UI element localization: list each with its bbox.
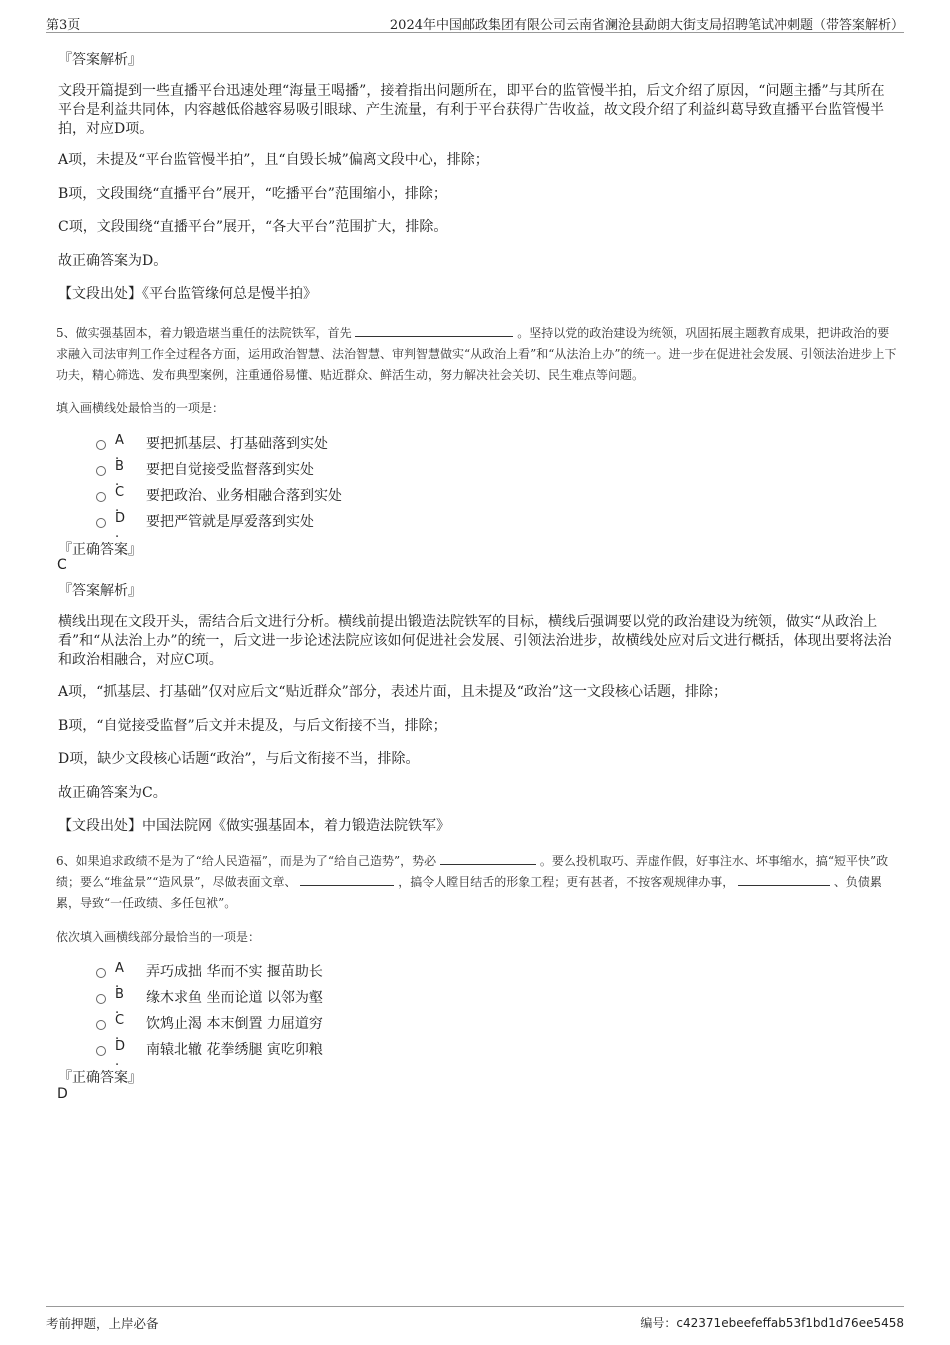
- q5-source: 【文段出处】中国法院网《做实强基固本，着力锻造法院铁军》: [58, 818, 450, 834]
- radio-icon[interactable]: [96, 518, 106, 528]
- q6-answer-blank-2: [300, 873, 394, 886]
- q6-answer-blank-1: [440, 852, 536, 865]
- radio-icon[interactable]: [96, 1046, 106, 1056]
- q6-stem-part-4: 、负债累累，导致“一任政绩、多任包袱”。: [56, 875, 882, 910]
- q5-correct-answer: C: [57, 557, 67, 573]
- option-text: 要把严管就是厚爱落到实处: [146, 514, 314, 530]
- q5-analysis-paragraph: 横线出现在文段开头，需结合后文进行分析。横线前提出锻造法院铁军的目标，横线后强调要以党的政治建设为统领，做实“从政治上看”和“从法治上办”的统一，后文进一步论述法院应该如何促进社会发展、引领法治进步，故横线处应对后文进行概括，体现出要将法治和政治相融合，对应C项。: [58, 614, 892, 668]
- option-letter: A .: [115, 433, 124, 463]
- q5-answer-blank: [355, 324, 513, 337]
- q5-stem-part-1: 5、做实强基固本，着力锻造堪当重任的法院铁军，首先: [56, 326, 352, 340]
- radio-icon[interactable]: [96, 1020, 106, 1030]
- q6-stem: [56, 851, 898, 914]
- option-text: 要把抓基层、打基础落到实处: [146, 436, 328, 452]
- q5-analysis-label: 『答案解析』: [58, 583, 142, 599]
- option-letter: D .: [115, 1039, 126, 1069]
- q6-stem-part-1: 6、如果追求政绩不是为了“给人民造福”，而是为了“给自己造势”，势必: [56, 854, 437, 868]
- q4-analysis-label: 『答案解析』: [58, 52, 142, 68]
- option-text: 弄巧成拙 华而不实 揠苗助长: [146, 964, 323, 980]
- option-letter: D .: [115, 511, 126, 541]
- q6-answer-blank-3: [738, 873, 830, 886]
- q5-stem-part-2: 。坚持以党的政治建设为统领，巩固拓展主题教育成果，把讲政治的要求融入司法审判工作全过程各方面，运用政治智慧、法治智慧、审判智慧做实“从政治上看”和“从法治上办”的统一。进一步在促进社会发展、引领法治进步上下功夫，精心筛选、发布典型案例，注重通俗易懂、贴近群众、鲜活生动，努力解决社会关切、民生难点等问题。: [56, 326, 897, 382]
- radio-icon[interactable]: [96, 492, 106, 502]
- radio-icon[interactable]: [96, 968, 106, 978]
- q4-conclusion: 故正确答案为D。: [58, 253, 168, 269]
- option-letter: C .: [115, 485, 125, 515]
- q5-correct-label: 『正确答案』: [58, 542, 142, 558]
- q6-instruction: 依次填入画横线部分最恰当的一项是：: [56, 930, 261, 944]
- q4-source: 【文段出处】《平台监管缘何总是慢半拍》: [58, 286, 317, 302]
- option-text: 缘木求鱼 坐而论道 以邻为壑: [146, 990, 323, 1006]
- q5-stem: [56, 323, 898, 386]
- q5-conclusion: 故正确答案为C。: [58, 785, 167, 801]
- page-number: 第3页: [46, 18, 81, 33]
- option-letter: A .: [115, 961, 124, 991]
- option-text: 南辕北辙 花拳绣腿 寅吃卯粮: [146, 1042, 323, 1058]
- q5-analysis-option-b: B项，“自觉接受监督”后文并未提及，与后文衔接不当，排除；: [58, 718, 447, 734]
- option-letter: C .: [115, 1013, 125, 1043]
- q4-analysis-option-b: B项，文段围绕“直播平台”展开，“吃播平台”范围缩小，排除；: [58, 186, 447, 202]
- document-code-label: 编号：: [640, 1316, 677, 1330]
- q5-analysis-option-d: D项，缺少文段核心话题“政治”，与后文衔接不当，排除。: [58, 751, 420, 767]
- q5-instruction: 填入画横线处最恰当的一项是：: [56, 401, 225, 415]
- option-text: 要把政治、业务相融合落到实处: [146, 488, 342, 504]
- q6-correct-label: 『正确答案』: [58, 1070, 142, 1086]
- q6-stem-part-3: ，搞令人瞠目结舌的形象工程；更有甚者，不按客观规律办事，: [398, 875, 735, 889]
- q5-analysis-option-a: A项，“抓基层、打基础”仅对应后文“贴近群众”部分，表述片面，且未提及“政治”这一文段核心话题，排除；: [58, 684, 728, 700]
- option-text: 要把自觉接受监督落到实处: [146, 462, 314, 478]
- document-code-value: c42371ebeefeffab53f1bd1d76ee5458: [676, 1316, 904, 1330]
- page-footer: [46, 1306, 904, 1333]
- q4-analysis-option-a: A项，未提及“平台监管慢半拍”，且“自毁长城”偏离文段中心，排除；: [58, 152, 489, 168]
- option-letter: B .: [115, 459, 124, 489]
- q4-analysis-paragraph: 文段开篇提到一些直播平台迅速处理“海量王喝播”，接着指出问题所在，即平台的监管慢半拍，后文介绍了原因，“问题主播”与其所在平台是利益共同体，内容越低俗越容易吸引眼球、产生流量，有利于平台获得广告收益，故文段介绍了利益纠葛导致直播平台监管慢半拍，对应D项。: [58, 83, 885, 137]
- document-title: 2024年中国邮政集团有限公司云南省澜沧县勐朗大街支局招聘笔试冲刺题（带答案解析）: [389, 18, 904, 33]
- radio-icon[interactable]: [96, 466, 106, 476]
- q6-stem-part-2: 。要么投机取巧、弄虚作假，好事注水、坏事缩水，搞“短平快”政绩；要么“堆盆景”“造风景”，尽做表面文章、: [56, 854, 889, 889]
- footer-slogan: 考前押题，上岸必备: [46, 1316, 159, 1331]
- radio-icon[interactable]: [96, 440, 106, 450]
- document-code: [640, 1314, 904, 1331]
- page-header: [46, 12, 904, 33]
- q6-correct-answer: D: [57, 1086, 68, 1102]
- q4-analysis-option-c: C项，文段围绕“直播平台”展开，“各大平台”范围扩大，排除。: [58, 219, 448, 235]
- option-text: 饮鸩止渴 本末倒置 力屈道穷: [146, 1016, 323, 1032]
- option-letter: B .: [115, 987, 124, 1017]
- radio-icon[interactable]: [96, 994, 106, 1004]
